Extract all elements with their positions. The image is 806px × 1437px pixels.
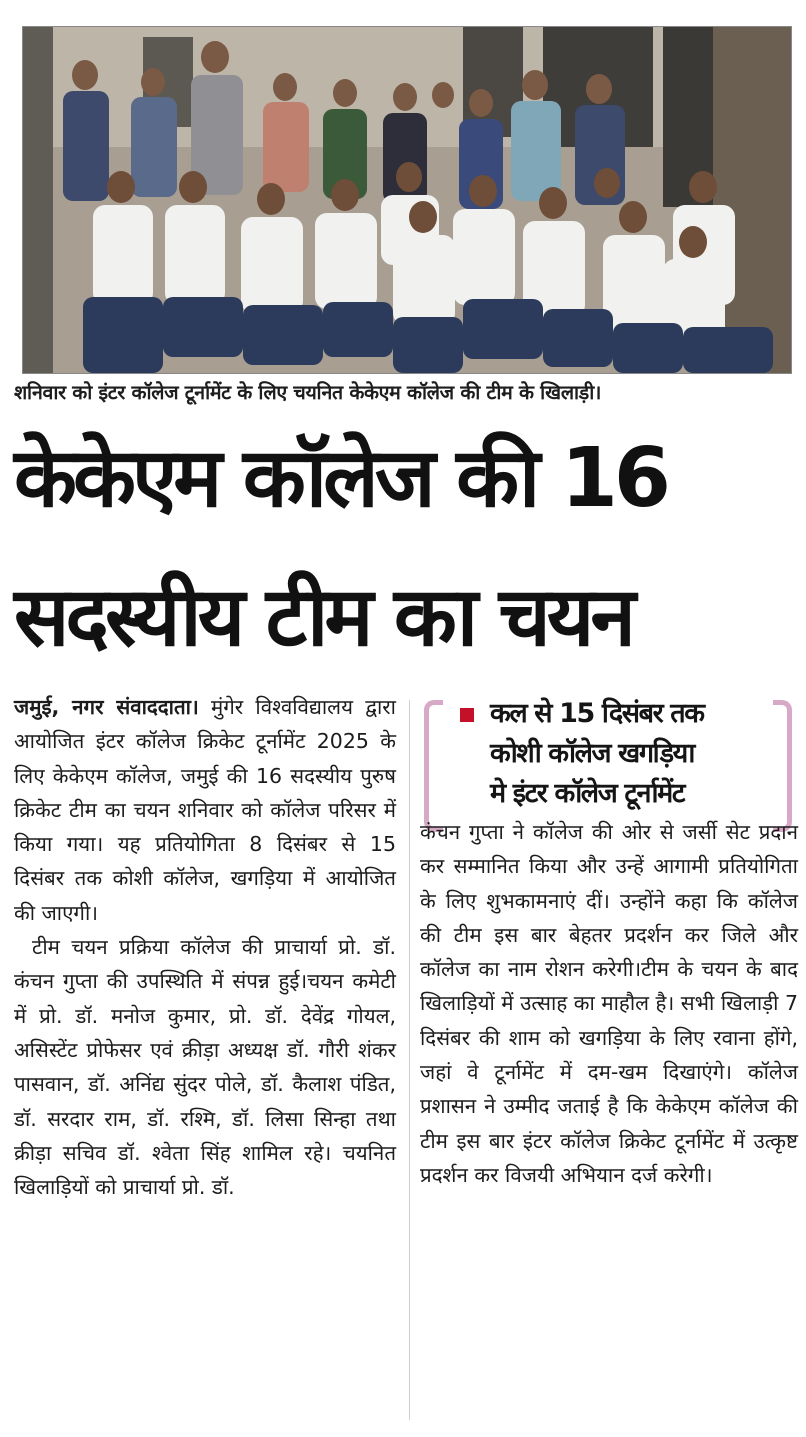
- article-paragraph: कंचन गुप्ता ने कॉलेज की ओर से जर्सी सेट प्रदान कर सम्मानित किया और उन्हें आगामी प्रतियोगिता के लिए शुभकामनाएं दीं। उन्होंने कहा कि कॉलेज की टीम इस बार बेहतर प्रदर्शन कर जिले और कॉलेज का नाम रोशन करेगी।टीम के चयन के बाद खिलाड़ियों में उत्साह का माहौल है। सभी खिलाड़ी 7 दिसंबर की शाम को खगड़िया के लिए रवाना होंगे, जहां वे टूर्नामेंट में दम-खम दिखाएंगे। कॉलेज प्रशासन ने उम्मीद जताई है कि केकेएम कॉलेज की टीम इस बार इंटर कॉलेज क्रिकेट टूर्नामेंट में उत्कृष्ट प्रदर्शन कर विजयी अभियान दर्ज करेगी।: [420, 820, 798, 1187]
- highlight-box: [424, 694, 792, 830]
- headline-line-1: केकेएम कॉलेज की 16: [14, 431, 667, 526]
- highlight-line-2: कोशी कॉलेज खगड़िया: [490, 738, 694, 769]
- dateline: जमुई, नगर संवाददाता।: [14, 695, 199, 719]
- red-square-bullet-icon: [460, 708, 474, 722]
- article-left-column: [14, 690, 396, 1204]
- article-paragraph: टीम चयन प्रक्रिया कॉलेज की प्राचार्या प्रो. डॉ. कंचन गुप्ता की उपस्थिति में संपन्न हुई।चयन कमेटी में प्रो. डॉ. मनोज कुमार, प्रो. डॉ. देवेंद्र गोयल, असिस्टेंट प्रोफेसर एवं क्रीड़ा अध्यक्ष डॉ. गौरी शंकर पासवान, डॉ. अनिंद्य सुंदर पोले, डॉ. कैलाश पंडित, डॉ. सरदार राम, डॉ. रश्मि, डॉ. लिसा सिन्हा तथा क्रीड़ा सचिव डॉ. श्वेता सिंह शामिल रहे। चयनित खिलाड़ियों को प्राचार्या प्रो. डॉ.: [14, 935, 396, 1200]
- highlight-line-3: मे इंटर कॉलेज टूर्नामेंट: [490, 778, 685, 809]
- headline-line-2: सदस्यीय टीम का चयन: [14, 570, 632, 665]
- column-divider: [409, 700, 410, 1420]
- highlight-line-1: कल से 15 दिसंबर तक: [490, 698, 704, 729]
- group-photo-image: [23, 27, 791, 373]
- left-bracket-decoration: [424, 700, 443, 832]
- article-paragraph: [14, 690, 396, 930]
- article-right-column: [420, 815, 798, 1192]
- group-photo: [22, 26, 792, 374]
- paragraph-text: मुंगेर विश्वविद्यालय द्वारा आयोजित इंटर कॉलेज क्रिकेट टूर्नामेंट 2025 के लिए केकेएम कॉलेज, जमुई की 16 सदस्यीय पुरुष क्रिकेट टीम का चयन शनिवार को कॉलेज परिसर में किया गया। यह प्रतियोगिता 8 दिसंबर से 15 दिसंबर तक कोशी कॉलेज, खगड़िया में आयोजित की जाएगी।: [14, 695, 396, 925]
- photo-caption: शनिवार को इंटर कॉलेज टूर्नामेंट के लिए चयनित केकेएम कॉलेज की टीम के खिलाड़ी।: [14, 381, 602, 404]
